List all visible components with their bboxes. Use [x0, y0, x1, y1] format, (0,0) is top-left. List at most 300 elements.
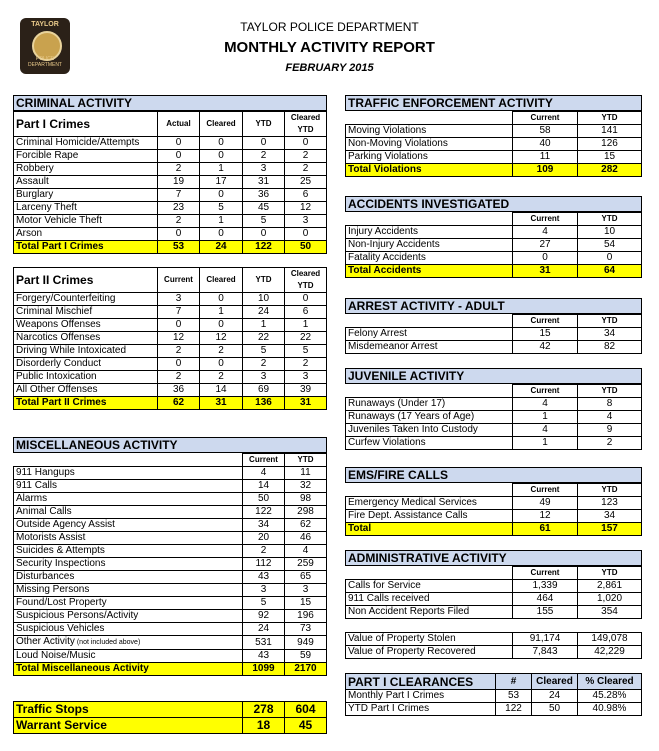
total-label: Total [346, 523, 513, 536]
value-cell: 10 [243, 293, 285, 306]
table-row [14, 597, 327, 610]
table-row [14, 480, 327, 493]
table-row [346, 437, 642, 450]
value-cell: 54 [578, 239, 642, 252]
column-header: # [496, 674, 532, 690]
value-cell: 34 [578, 510, 642, 523]
table-row [14, 215, 327, 228]
row-label: Criminal Homicide/Attempts [14, 137, 158, 150]
column-header: Current [513, 315, 578, 328]
row-label: Outside Agency Assist [14, 519, 243, 532]
total-value: 31 [200, 397, 243, 410]
row-label: Moving Violations [346, 125, 513, 138]
table-row [346, 125, 642, 138]
value-cell: 0 [200, 358, 243, 371]
value-cell: 98 [285, 493, 327, 506]
value-cell: 7 [158, 306, 200, 319]
value-cell: 32 [285, 480, 327, 493]
value-cell: 0 [200, 189, 243, 202]
row-label: Driving While Intoxicated [14, 345, 158, 358]
table-row [346, 606, 642, 619]
value-cell: 65 [285, 571, 327, 584]
table-row [346, 580, 642, 593]
value-cell: 92 [243, 610, 285, 623]
value-cell: 24 [532, 690, 578, 703]
column-header: YTD [285, 454, 327, 467]
total-row [14, 397, 327, 410]
column-header: Current [243, 454, 285, 467]
total-value: 31 [513, 265, 578, 278]
value-cell: 0 [243, 137, 285, 150]
column-header: YTD [578, 112, 642, 125]
value-cell: 3 [158, 293, 200, 306]
value-cell: 3 [243, 584, 285, 597]
value-cell: 0 [285, 137, 327, 150]
arrest-title: ARREST ACTIVITY - ADULT [345, 298, 642, 314]
value-cell: 8 [578, 398, 642, 411]
row-label: Non-Injury Accidents [346, 239, 513, 252]
table-row [14, 137, 327, 150]
table-row [346, 593, 642, 606]
value-cell: 196 [285, 610, 327, 623]
misc-activity-section [13, 437, 327, 676]
total-value: 604 [285, 702, 327, 718]
row-label: Other Activity (not included above) [14, 636, 243, 650]
column-header: YTD [243, 268, 285, 293]
row-label: Suspicious Vehicles [14, 623, 243, 636]
total-value: 136 [243, 397, 285, 410]
column-header: % Cleared [578, 674, 642, 690]
table-row [346, 239, 642, 252]
value-cell: 24 [243, 306, 285, 319]
column-header-row [346, 385, 642, 398]
value-cell: 9 [578, 424, 642, 437]
value-cell: 7 [158, 189, 200, 202]
juvenile-section [345, 368, 642, 450]
row-label: Monthly Part I Crimes [346, 690, 496, 703]
value-cell: 11 [513, 151, 578, 164]
value-cell: 464 [513, 593, 578, 606]
total-value: 2170 [285, 663, 327, 676]
value-cell: 25 [285, 176, 327, 189]
value-cell: 2 [200, 371, 243, 384]
column-header: YTD [578, 213, 642, 226]
table-row [346, 138, 642, 151]
value-cell: 0 [285, 293, 327, 306]
ems-title: EMS/FIRE CALLS [345, 467, 642, 483]
value-cell: 15 [285, 597, 327, 610]
column-header: Cleared YTD [285, 268, 327, 293]
clearances-table [345, 673, 642, 716]
value-cell: 1 [513, 437, 578, 450]
value-cell: 5 [243, 597, 285, 610]
row-label: Motorists Assist [14, 532, 243, 545]
row-label: YTD Part I Crimes [346, 703, 496, 716]
row-label: Runaways (17 Years of Age) [346, 411, 513, 424]
value-cell: 23 [158, 202, 200, 215]
bottom-section [13, 701, 327, 734]
value-cell: 42,229 [578, 646, 642, 659]
row-label: All Other Offenses [14, 384, 158, 397]
value-cell: 15 [578, 151, 642, 164]
row-label: 911 Hangups [14, 467, 243, 480]
column-header: Current [513, 213, 578, 226]
value-cell: 6 [285, 306, 327, 319]
row-label: Found/Lost Property [14, 597, 243, 610]
column-header-row [14, 454, 327, 467]
total-value: 122 [243, 241, 285, 254]
value-cell: 4 [285, 545, 327, 558]
value-cell: 45 [243, 202, 285, 215]
property-table [345, 632, 642, 659]
value-cell: 2 [285, 150, 327, 163]
row-label: Value of Property Stolen [346, 633, 513, 646]
table-row [14, 571, 327, 584]
total-value: 157 [578, 523, 642, 536]
value-cell: 46 [285, 532, 327, 545]
value-cell: 62 [285, 519, 327, 532]
value-cell: 141 [578, 125, 642, 138]
badge-top-text: TAYLOR [31, 21, 59, 28]
value-cell: 0 [158, 150, 200, 163]
value-cell: 298 [285, 506, 327, 519]
admin-table [345, 566, 642, 619]
total-label: Warrant Service [14, 718, 243, 734]
total-label: Total Violations [346, 164, 513, 177]
table-row [14, 493, 327, 506]
table-row [346, 226, 642, 239]
value-cell: 2 [158, 163, 200, 176]
table-row [14, 545, 327, 558]
value-cell: 24 [243, 623, 285, 636]
value-cell: 1 [285, 319, 327, 332]
value-cell: 2,861 [578, 580, 642, 593]
value-cell: 36 [158, 384, 200, 397]
value-cell: 53 [496, 690, 532, 703]
misc-table [13, 453, 327, 676]
value-cell: 59 [285, 650, 327, 663]
value-cell: 15 [513, 328, 578, 341]
total-value: 50 [285, 241, 327, 254]
accidents-title: ACCIDENTS INVESTIGATED [345, 196, 642, 212]
value-cell: 49 [513, 497, 578, 510]
clearances-section [345, 673, 642, 716]
total-row [14, 241, 327, 254]
value-cell: 0 [200, 228, 243, 241]
table-row [14, 228, 327, 241]
table-row [346, 252, 642, 265]
row-label: Misdemeanor Arrest [346, 341, 513, 354]
value-cell: 50 [532, 703, 578, 716]
row-label: Disorderly Conduct [14, 358, 158, 371]
row-label: Criminal Mischief [14, 306, 158, 319]
column-header: YTD [578, 484, 642, 497]
row-label: Non-Moving Violations [346, 138, 513, 151]
blank-cell [346, 567, 513, 580]
value-cell: 0 [513, 252, 578, 265]
column-header: Current [513, 112, 578, 125]
misc-activity-title: MISCELLANEOUS ACTIVITY [13, 437, 327, 453]
value-cell: 2 [243, 358, 285, 371]
row-label: Suicides & Attempts [14, 545, 243, 558]
blank-cell [14, 454, 243, 467]
highlight-row [14, 702, 327, 718]
column-header: YTD [578, 315, 642, 328]
total-value: 109 [513, 164, 578, 177]
total-label: Total Miscellaneous Activity [14, 663, 243, 676]
column-header: Cleared YTD [285, 112, 327, 137]
row-label: Assault [14, 176, 158, 189]
bottom-table [13, 701, 327, 734]
value-cell: 0 [578, 252, 642, 265]
value-cell: 122 [496, 703, 532, 716]
value-cell: 31 [243, 176, 285, 189]
value-cell: 17 [200, 176, 243, 189]
total-value: 18 [243, 718, 285, 734]
juvenile-title: JUVENILE ACTIVITY [345, 368, 642, 384]
row-label: Runaways (Under 17) [346, 398, 513, 411]
row-label: 911 Calls received [346, 593, 513, 606]
total-label: Traffic Stops [14, 702, 243, 718]
table-row [14, 558, 327, 571]
column-header-row [14, 268, 327, 293]
value-cell: 2 [243, 545, 285, 558]
report-period: FEBRUARY 2015 [285, 62, 374, 74]
value-cell: 6 [285, 189, 327, 202]
part2-section [13, 267, 327, 410]
row-label: Juveniles Taken Into Custody [346, 424, 513, 437]
value-cell: 19 [158, 176, 200, 189]
value-cell: 259 [285, 558, 327, 571]
property-section [345, 632, 642, 659]
value-cell: 14 [243, 480, 285, 493]
total-value: 31 [285, 397, 327, 410]
row-label: Forgery/Counterfeiting [14, 293, 158, 306]
criminal-activity-title: CRIMINAL ACTIVITY [13, 95, 327, 111]
value-cell: 0 [200, 150, 243, 163]
value-cell: 4 [513, 226, 578, 239]
row-label: Burglary [14, 189, 158, 202]
value-cell: 0 [243, 228, 285, 241]
table-row [14, 150, 327, 163]
table-row [346, 341, 642, 354]
blank-cell [346, 315, 513, 328]
table-row [346, 424, 642, 437]
row-label: 911 Calls [14, 480, 243, 493]
traffic-section [345, 95, 642, 177]
table-row [346, 510, 642, 523]
row-label: Weapons Offenses [14, 319, 158, 332]
row-label: Suspicious Persons/Activity [14, 610, 243, 623]
value-cell: 73 [285, 623, 327, 636]
subsection-label: Part II Crimes [14, 268, 158, 293]
value-cell: 39 [285, 384, 327, 397]
table-row [14, 584, 327, 597]
value-cell: 1 [200, 163, 243, 176]
table-row [346, 703, 642, 716]
total-label: Total Part I Crimes [14, 241, 158, 254]
value-cell: 122 [243, 506, 285, 519]
value-cell: 42 [513, 341, 578, 354]
value-cell: 34 [578, 328, 642, 341]
value-cell: 4 [243, 467, 285, 480]
value-cell: 7,843 [513, 646, 578, 659]
ems-section [345, 467, 642, 536]
column-header: Cleared [200, 112, 243, 137]
table-row [14, 623, 327, 636]
row-label: Felony Arrest [346, 328, 513, 341]
row-label: Disturbances [14, 571, 243, 584]
value-cell: 1,020 [578, 593, 642, 606]
column-header-row [346, 315, 642, 328]
column-header-row [346, 567, 642, 580]
value-cell: 4 [513, 398, 578, 411]
table-row [346, 411, 642, 424]
value-cell: 3 [243, 163, 285, 176]
table-row [14, 176, 327, 189]
value-cell: 4 [578, 411, 642, 424]
value-cell: 3 [285, 371, 327, 384]
org-name: TAYLOR POLICE DEPARTMENT [240, 20, 419, 34]
value-cell: 2 [200, 345, 243, 358]
ems-table [345, 483, 642, 536]
value-cell: 12 [158, 332, 200, 345]
value-cell: 2 [158, 371, 200, 384]
row-label: Public Intoxication [14, 371, 158, 384]
row-label: Security Inspections [14, 558, 243, 571]
column-header: Current [158, 268, 200, 293]
column-header: Cleared [200, 268, 243, 293]
column-header-row [346, 213, 642, 226]
blank-cell [346, 385, 513, 398]
value-cell: 22 [285, 332, 327, 345]
value-cell: 3 [285, 584, 327, 597]
table-row [346, 151, 642, 164]
row-label: Loud Noise/Music [14, 650, 243, 663]
value-cell: 2 [158, 215, 200, 228]
badge-bottom-text: POLICE DEPARTMENT [28, 56, 62, 68]
value-cell: 27 [513, 239, 578, 252]
value-cell: 34 [243, 519, 285, 532]
value-cell: 43 [243, 571, 285, 584]
value-cell: 1 [513, 411, 578, 424]
value-cell: 0 [200, 319, 243, 332]
value-cell: 50 [243, 493, 285, 506]
value-cell: 69 [243, 384, 285, 397]
value-cell: 11 [285, 467, 327, 480]
column-header-row [346, 112, 642, 125]
value-cell: 4 [513, 424, 578, 437]
column-header-row [14, 112, 327, 137]
criminal-activity-section [13, 95, 327, 254]
value-cell: 91,174 [513, 633, 578, 646]
row-label: Emergency Medical Services [346, 497, 513, 510]
value-cell: 45.28% [578, 690, 642, 703]
table-row [14, 319, 327, 332]
part2-table [13, 267, 327, 410]
value-cell: 0 [158, 228, 200, 241]
row-label: Fire Dept. Assistance Calls [346, 510, 513, 523]
value-cell: 5 [285, 345, 327, 358]
value-cell: 155 [513, 606, 578, 619]
column-header: YTD [578, 567, 642, 580]
table-row [346, 328, 642, 341]
column-header: Current [513, 484, 578, 497]
value-cell: 58 [513, 125, 578, 138]
accidents-table [345, 212, 642, 278]
row-label: Narcotics Offenses [14, 332, 158, 345]
value-cell: 0 [200, 137, 243, 150]
value-cell: 2 [285, 163, 327, 176]
value-cell: 123 [578, 497, 642, 510]
total-row [346, 164, 642, 177]
accidents-section [345, 196, 642, 278]
arrest-section [345, 298, 642, 354]
blank-cell [346, 112, 513, 125]
row-label: Value of Property Recovered [346, 646, 513, 659]
table-row [14, 345, 327, 358]
traffic-title: TRAFFIC ENFORCEMENT ACTIVITY [345, 95, 642, 111]
clearances-header-row [346, 674, 642, 690]
admin-section [345, 550, 642, 619]
value-cell: 12 [200, 332, 243, 345]
value-cell: 2 [285, 358, 327, 371]
table-row [346, 497, 642, 510]
table-row [14, 332, 327, 345]
column-header: Current [513, 385, 578, 398]
table-row [14, 610, 327, 623]
total-value: 53 [158, 241, 200, 254]
column-header: YTD [243, 112, 285, 137]
total-value: 278 [243, 702, 285, 718]
value-cell: 2 [243, 150, 285, 163]
table-row [346, 398, 642, 411]
value-cell: 12 [513, 510, 578, 523]
row-label: Larceny Theft [14, 202, 158, 215]
value-cell: 112 [243, 558, 285, 571]
row-label: Injury Accidents [346, 226, 513, 239]
admin-title: ADMINISTRATIVE ACTIVITY [345, 550, 642, 566]
table-row [14, 650, 327, 663]
value-cell: 14 [200, 384, 243, 397]
value-cell: 36 [243, 189, 285, 202]
value-cell: 43 [243, 650, 285, 663]
table-row [14, 506, 327, 519]
total-value: 62 [158, 397, 200, 410]
clearances-title: PART I CLEARANCES [346, 674, 496, 690]
value-cell: 3 [243, 371, 285, 384]
column-header: YTD [578, 385, 642, 398]
row-label: Curfew Violations [346, 437, 513, 450]
row-label: Alarms [14, 493, 243, 506]
value-cell: 354 [578, 606, 642, 619]
total-value: 61 [513, 523, 578, 536]
total-row [346, 265, 642, 278]
column-header-row [346, 484, 642, 497]
value-cell: 1 [243, 319, 285, 332]
row-label: Robbery [14, 163, 158, 176]
report-title: MONTHLY ACTIVITY REPORT [224, 39, 435, 56]
value-cell: 2 [158, 345, 200, 358]
other-activity-note: (not included above) [74, 639, 141, 646]
row-label: Motor Vehicle Theft [14, 215, 158, 228]
value-cell: 149,078 [578, 633, 642, 646]
value-cell: 126 [578, 138, 642, 151]
row-label: Parking Violations [346, 151, 513, 164]
table-row [346, 646, 642, 659]
row-label: Forcible Rape [14, 150, 158, 163]
total-label: Total Accidents [346, 265, 513, 278]
